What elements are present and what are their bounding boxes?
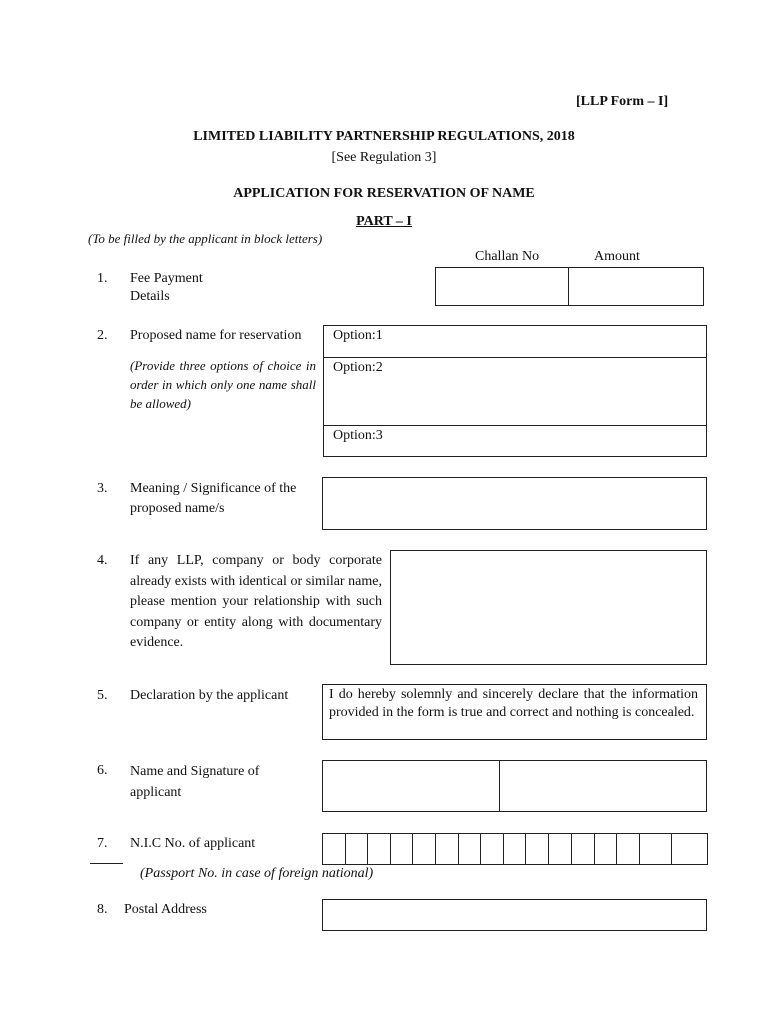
nic-digit-cell[interactable] xyxy=(639,833,672,865)
item-number-4: 4. xyxy=(97,553,108,568)
postal-address-field[interactable] xyxy=(322,899,707,931)
existing-entity-field[interactable] xyxy=(390,550,707,665)
postal-address-label: Postal Address xyxy=(124,902,207,917)
form-tag: [LLP Form – I] xyxy=(576,94,669,109)
nic-digit-cell[interactable] xyxy=(548,833,572,865)
item-number-6: 6. xyxy=(97,763,108,778)
option-1-label: Option:1 xyxy=(333,328,383,343)
item-number-1: 1. xyxy=(97,271,108,286)
option-1-field[interactable] xyxy=(323,325,707,358)
item-number-8: 8. xyxy=(97,902,108,917)
nic-digit-cell[interactable] xyxy=(390,833,413,865)
nic-digit-cell[interactable] xyxy=(412,833,436,865)
amount-header: Amount xyxy=(594,249,640,264)
nic-note: (Passport No. in case of foreign national) xyxy=(140,866,374,881)
fill-instruction: (To be filled by the applicant in block letters) xyxy=(88,231,323,246)
proposed-name-note: (Provide three options of choice in order in which only one name shall be allowed) xyxy=(130,358,316,411)
nic-digit-cell[interactable] xyxy=(616,833,640,865)
regulations-title: LIMITED LIABILITY PARTNERSHIP REGULATIONS, 2018 xyxy=(193,129,575,144)
regulation-reference: [See Regulation 3] xyxy=(331,150,437,165)
application-heading: APPLICATION FOR RESERVATION OF NAME xyxy=(233,186,535,201)
name-signature-label: Name and Signature of applicant xyxy=(130,764,260,800)
nic-digit-cell[interactable] xyxy=(367,833,391,865)
meaning-label: Meaning / Significance of the proposed name/s xyxy=(130,481,297,516)
nic-underline xyxy=(90,863,123,864)
declaration-text: I do hereby solemnly and sincerely declare that the information provided in the form is true and correct and nothing is concealed. xyxy=(329,687,698,720)
nic-digit-cell[interactable] xyxy=(435,833,459,865)
applicant-name-field[interactable] xyxy=(322,760,500,812)
nic-digit-cell[interactable] xyxy=(480,833,504,865)
nic-number-field[interactable] xyxy=(322,833,707,865)
applicant-signature-field[interactable] xyxy=(499,760,707,812)
item-number-5: 5. xyxy=(97,688,108,703)
option-3-label: Option:3 xyxy=(333,428,383,443)
amount-field[interactable] xyxy=(568,267,704,306)
nic-label: N.I.C No. of applicant xyxy=(130,836,256,851)
item-number-3: 3. xyxy=(97,481,108,496)
nic-digit-cell[interactable] xyxy=(571,833,595,865)
declaration-label: Declaration by the applicant xyxy=(130,688,289,703)
challan-no-field[interactable] xyxy=(435,267,570,306)
option-3-field[interactable] xyxy=(323,425,707,457)
declaration-box xyxy=(322,684,707,740)
part-heading: PART – I xyxy=(356,214,412,229)
nic-digit-cell[interactable] xyxy=(345,833,368,865)
nic-digit-cell[interactable] xyxy=(503,833,526,865)
meaning-field[interactable] xyxy=(322,477,707,530)
nic-digit-cell[interactable] xyxy=(594,833,617,865)
existing-entity-label: If any LLP, company or body corporate already exists with identical or similar name, please mention your relationship with such company or entity along with documentary evidence. xyxy=(130,553,382,650)
nic-digit-cell[interactable] xyxy=(525,833,549,865)
challan-no-header: Challan No xyxy=(475,249,540,264)
nic-digit-cell[interactable] xyxy=(458,833,481,865)
proposed-name-label: Proposed name for reservation xyxy=(130,328,302,343)
option-2-field[interactable] xyxy=(323,357,707,426)
fee-payment-label: Fee Payment Details xyxy=(130,271,203,304)
item-number-7: 7. xyxy=(97,836,108,851)
item-number-2: 2. xyxy=(97,328,108,343)
option-2-label: Option:2 xyxy=(333,360,383,375)
nic-digit-cell[interactable] xyxy=(322,833,346,865)
nic-digit-cell[interactable] xyxy=(671,833,708,865)
